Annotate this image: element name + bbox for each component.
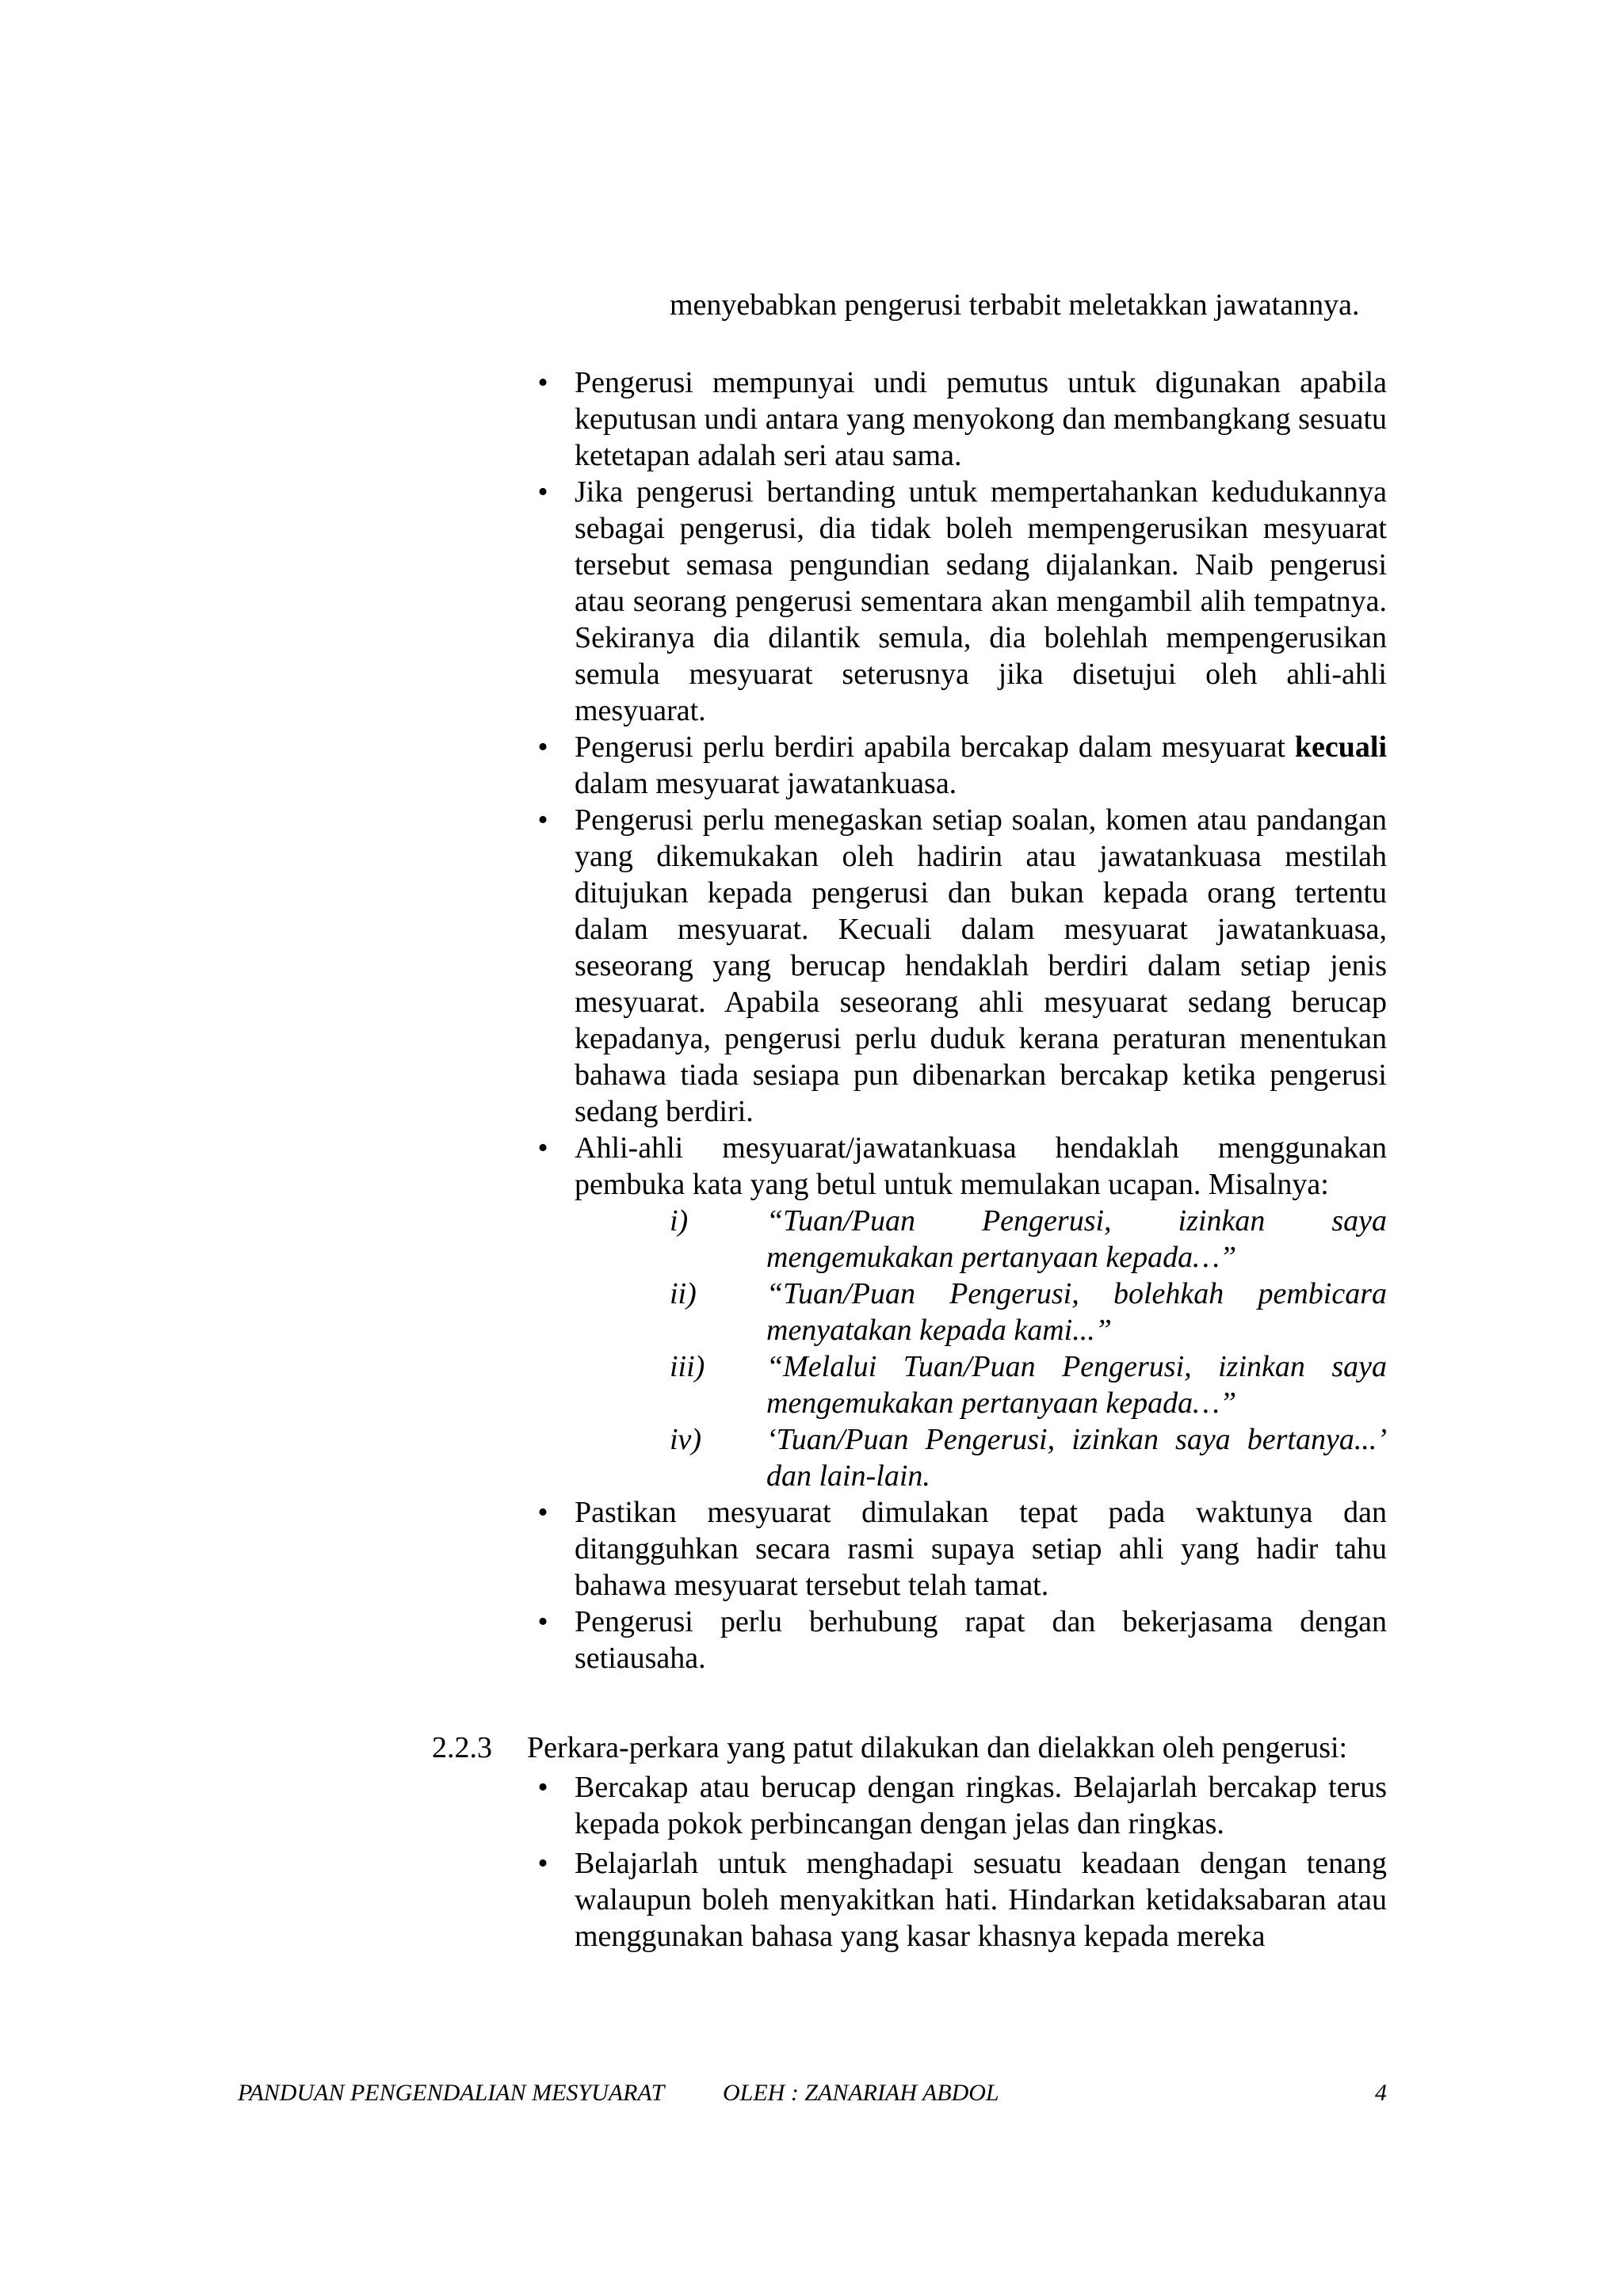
list-item-text: Pengerusi perlu berhubung rapat dan bekerjasama dengan setiausaha. <box>575 1605 1387 1675</box>
example-item <box>670 1203 1387 1276</box>
page-number: 4 <box>1375 2080 1387 2106</box>
section-2-2-3 <box>0 1730 1623 1955</box>
bullet-icon: • <box>537 475 548 509</box>
list-item <box>537 1769 1387 1842</box>
bullet-icon: • <box>537 366 548 399</box>
page-footer <box>238 2077 1387 2109</box>
list-item <box>537 1494 1387 1604</box>
example-item <box>670 1421 1387 1494</box>
section-heading-text: Perkara-perkara yang patut dilakukan dan dielakkan oleh pengerusi: <box>527 1731 1348 1764</box>
example-number: ii) <box>670 1277 697 1310</box>
list-item-text: Belajarlah untuk menghadapi sesuatu keadaan dengan tenang walaupun boleh menyakitkan hati. Hindarkan ketidaksabaran atau menggunakan bahasa yang kasar khasnya kepada mereka <box>575 1847 1387 1953</box>
list-item <box>537 802 1387 1130</box>
example-text: “Tuan/Puan Pengerusi, izinkan saya mengemukakan pertanyaan kepada…” <box>766 1204 1387 1274</box>
list-item-text: Bercakap atau berucap dengan ringkas. Belajarlah bercakap terus kepada pokok perbincangan dengan jelas dan ringkas. <box>575 1771 1387 1840</box>
example-item <box>670 1276 1387 1348</box>
list-item-text: Jika pengerusi bertanding untuk mempertahankan kedudukannya sebagai pengerusi, dia tidak boleh mempengerusikan mesyuarat tersebut semasa pengundian sedang dijalankan. Naib pengerusi atau seorang pengerusi sementara akan mengambil alih tempatnya. Sekiranya dia dilantik semula, dia bolehlah mempengerusikan semula mesyuarat seterusnya jika disetujui oleh ahli-ahli mesyuarat. <box>575 475 1387 727</box>
section-heading <box>432 1730 1387 1766</box>
list-item-text: Pengerusi perlu menegaskan setiap soalan, komen atau pandangan yang dikemukakan oleh hadirin atau jawatankuasa mestilah ditujukan kepada pengerusi dan bukan kepada orang tertentu dalam mesyuarat. Kecuali dalam mesyuarat jawatankuasa, seseorang yang berucap hendaklah berdiri dalam setiap jenis mesyuarat. Apabila seseorang ahli mesyuarat sedang berucap kepadanya, pengerusi perlu duduk kerana peraturan menentukan bahawa tiada sesiapa pun dibenarkan bercakap ketika pengerusi sedang berdiri. <box>575 803 1387 1128</box>
list-item <box>537 1604 1387 1676</box>
bullet-icon: • <box>537 1131 548 1165</box>
list-item-text: Ahli-ahli mesyuarat/jawatankuasa hendaklah menggunakan pembuka kata yang betul untuk memulakan ucapan. Misalnya: <box>575 1131 1387 1201</box>
example-text: “Tuan/Puan Pengerusi, bolehkah pembicara menyatakan kepada kami...” <box>766 1277 1387 1347</box>
list-item <box>537 1845 1387 1955</box>
list-item <box>537 1130 1387 1494</box>
example-item <box>670 1348 1387 1421</box>
emphasis-text: kecuali <box>1294 730 1388 764</box>
footer-author: OLEH : ZANARIAH ABDOL <box>723 2080 999 2106</box>
bullet-icon: • <box>537 1496 548 1529</box>
bullet-icon: • <box>537 1771 548 1804</box>
section-number: 2.2.3 <box>432 1731 492 1764</box>
list-item <box>537 474 1387 729</box>
continuation-paragraph: menyebabkan pengerusi terbabit meletakkan jawatannya. <box>670 288 1360 322</box>
example-number: i) <box>670 1204 689 1238</box>
example-text: ‘Tuan/Puan Pengerusi, izinkan saya bertanya...’ dan lain-lain. <box>766 1423 1387 1493</box>
bullet-icon: • <box>537 1605 548 1638</box>
example-number: iii) <box>670 1350 705 1383</box>
list-item-text: Pastikan mesyuarat dimulakan tepat pada waktunya dan ditangguhkan secara rasmi supaya setiap ahli yang hadir tahu bahawa mesyuarat tersebut telah tamat. <box>575 1496 1387 1602</box>
bullet-icon: • <box>537 730 548 764</box>
list-item <box>537 729 1388 802</box>
bullet-list <box>0 364 1623 1676</box>
footer-title: PANDUAN PENGENDALIAN MESYUARAT <box>238 2080 665 2106</box>
list-item <box>537 364 1387 474</box>
list-item-text: dalam mesyuarat jawatankuasa. <box>575 767 957 800</box>
example-number: iv) <box>670 1423 702 1456</box>
list-item-text: Pengerusi mempunyai undi pemutus untuk digunakan apabila keputusan undi antara yang menyokong dan membangkang sesuatu ketetapan adalah seri atau sama. <box>575 366 1387 472</box>
list-item-text: Pengerusi perlu berdiri apabila bercakap dalam mesyuarat <box>575 730 1285 764</box>
bullet-icon: • <box>537 1847 548 1880</box>
example-list <box>670 1203 1387 1494</box>
example-text: “Melalui Tuan/Puan Pengerusi, izinkan saya mengemukakan pertanyaan kepada…” <box>766 1350 1387 1420</box>
bullet-icon: • <box>537 803 548 837</box>
